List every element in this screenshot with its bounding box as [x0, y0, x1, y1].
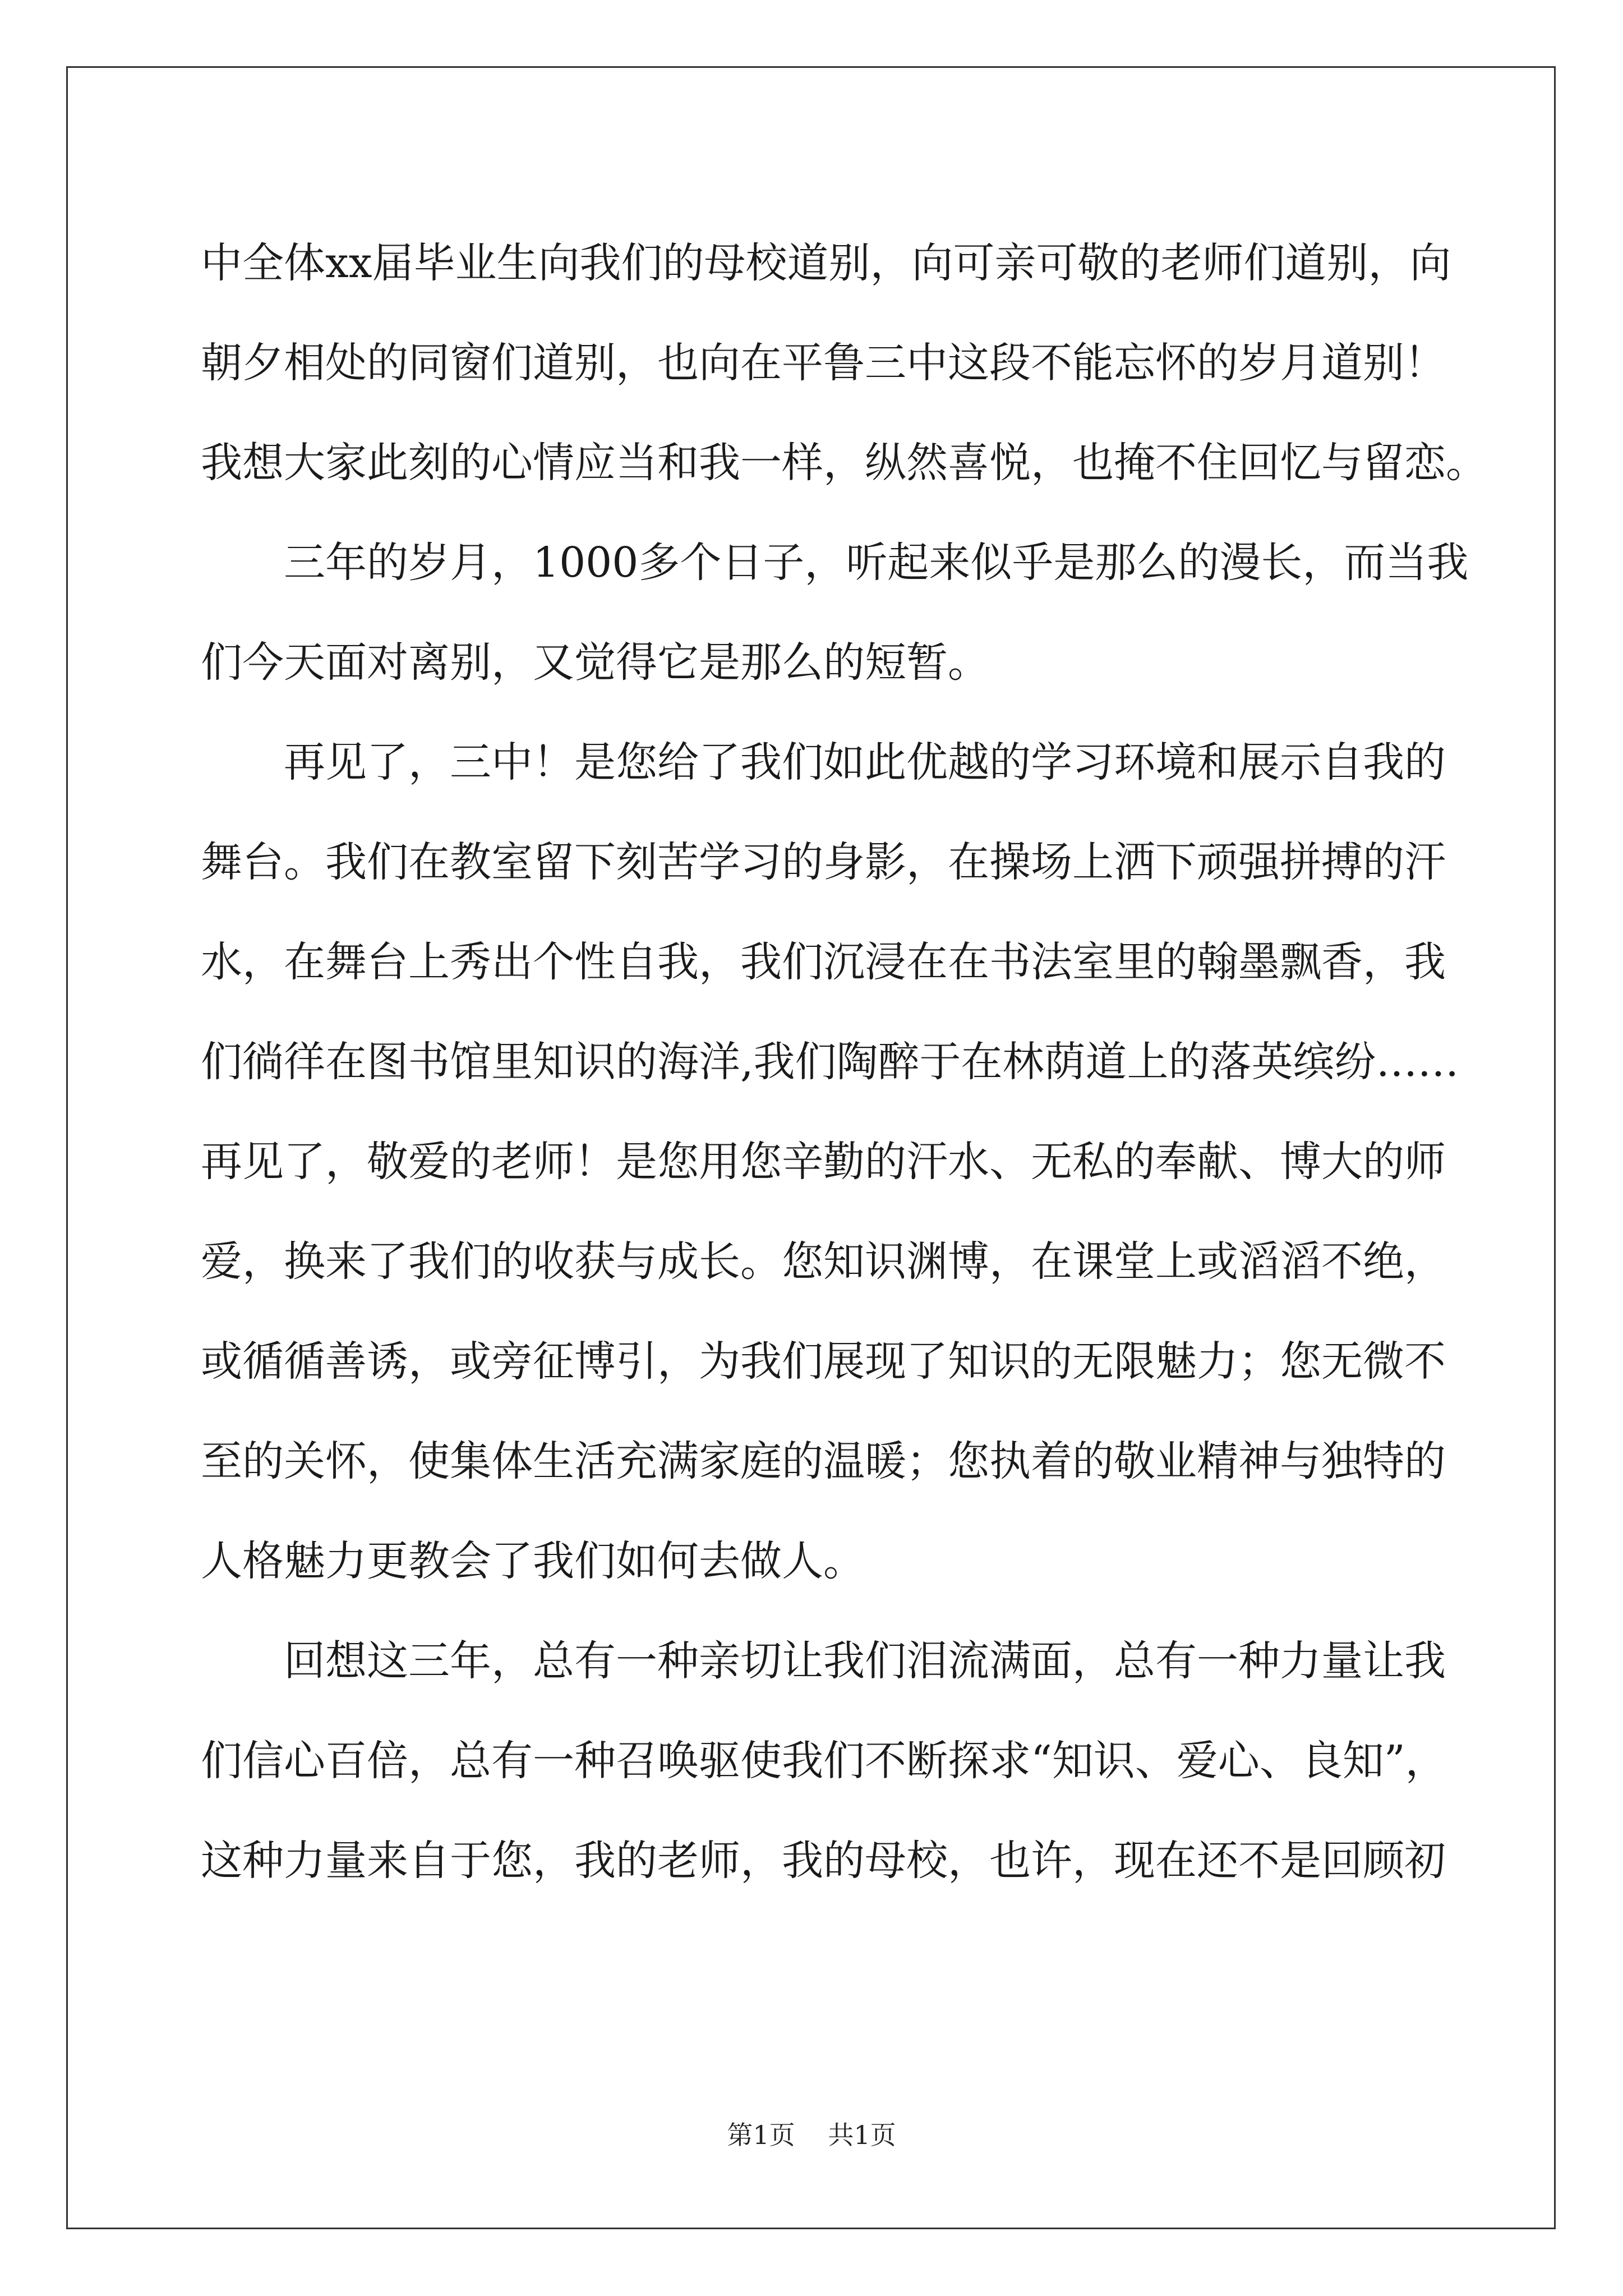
- text-line: 再见了，敬爱的老师！是您用您辛勤的汗水、无私的奉献、博大的师: [201, 1138, 1446, 1186]
- document-body: [201, 213, 1487, 1911]
- text-line: 朝夕相处的同窗们道别，也向在平鲁三中这段不能忘怀的岁月道别！: [201, 339, 1446, 387]
- text-line: 水，在舞台上秀出个性自我，我们沉浸在在书法室里的翰墨飘香，我: [201, 938, 1446, 986]
- text-line: 舞台。我们在教室留下刻苦学习的身影，在操场上洒下顽强拼搏的汗: [201, 838, 1446, 886]
- text-line: 再见了，三中！是您给了我们如此优越的学习环境和展示自我的: [284, 738, 1446, 786]
- text-line: 至的关怀，使集体生活充满家庭的温暖；您执着的敬业精神与独特的: [201, 1437, 1446, 1485]
- text-line: 们今天面对离别，又觉得它是那么的短暂。: [201, 638, 989, 687]
- text-line: 或循循善诱，或旁征博引，为我们展现了知识的无限魅力；您无微不: [201, 1337, 1446, 1386]
- page-number: 第1页: [727, 2120, 795, 2150]
- page-total: 共1页: [828, 2120, 896, 2150]
- page-footer: [0, 2115, 1623, 2152]
- text-line: 人格魅力更教会了我们如何去做人。: [201, 1537, 865, 1585]
- text-line: 们徜徉在图书馆里知识的海洋,我们陶醉于在林荫道上的落英缤纷……: [201, 1038, 1459, 1086]
- text-line: 三年的岁月，1000多个日子，听起来似乎是那么的漫长，而当我: [284, 539, 1469, 587]
- text-line: 回想这三年，总有一种亲切让我们泪流满面，总有一种力量让我: [284, 1637, 1446, 1685]
- text-line: 这种力量来自于您，我的老师，我的母校，也许，现在还不是回顾初: [201, 1837, 1446, 1885]
- text-line: 我想大家此刻的心情应当和我一样，纵然喜悦，也掩不住回忆与留恋。: [201, 439, 1487, 487]
- text-line: 们信心百倍，总有一种召唤驱使我们不断探求“知识、爱心、良知”，: [201, 1737, 1447, 1785]
- text-line: 中全体xx届毕业生向我们的母校道别，向可亲可敬的老师们道别，向: [201, 239, 1451, 287]
- text-line: 爱，换来了我们的收获与成长。您知识渊博，在课堂上或滔滔不绝，: [201, 1237, 1446, 1286]
